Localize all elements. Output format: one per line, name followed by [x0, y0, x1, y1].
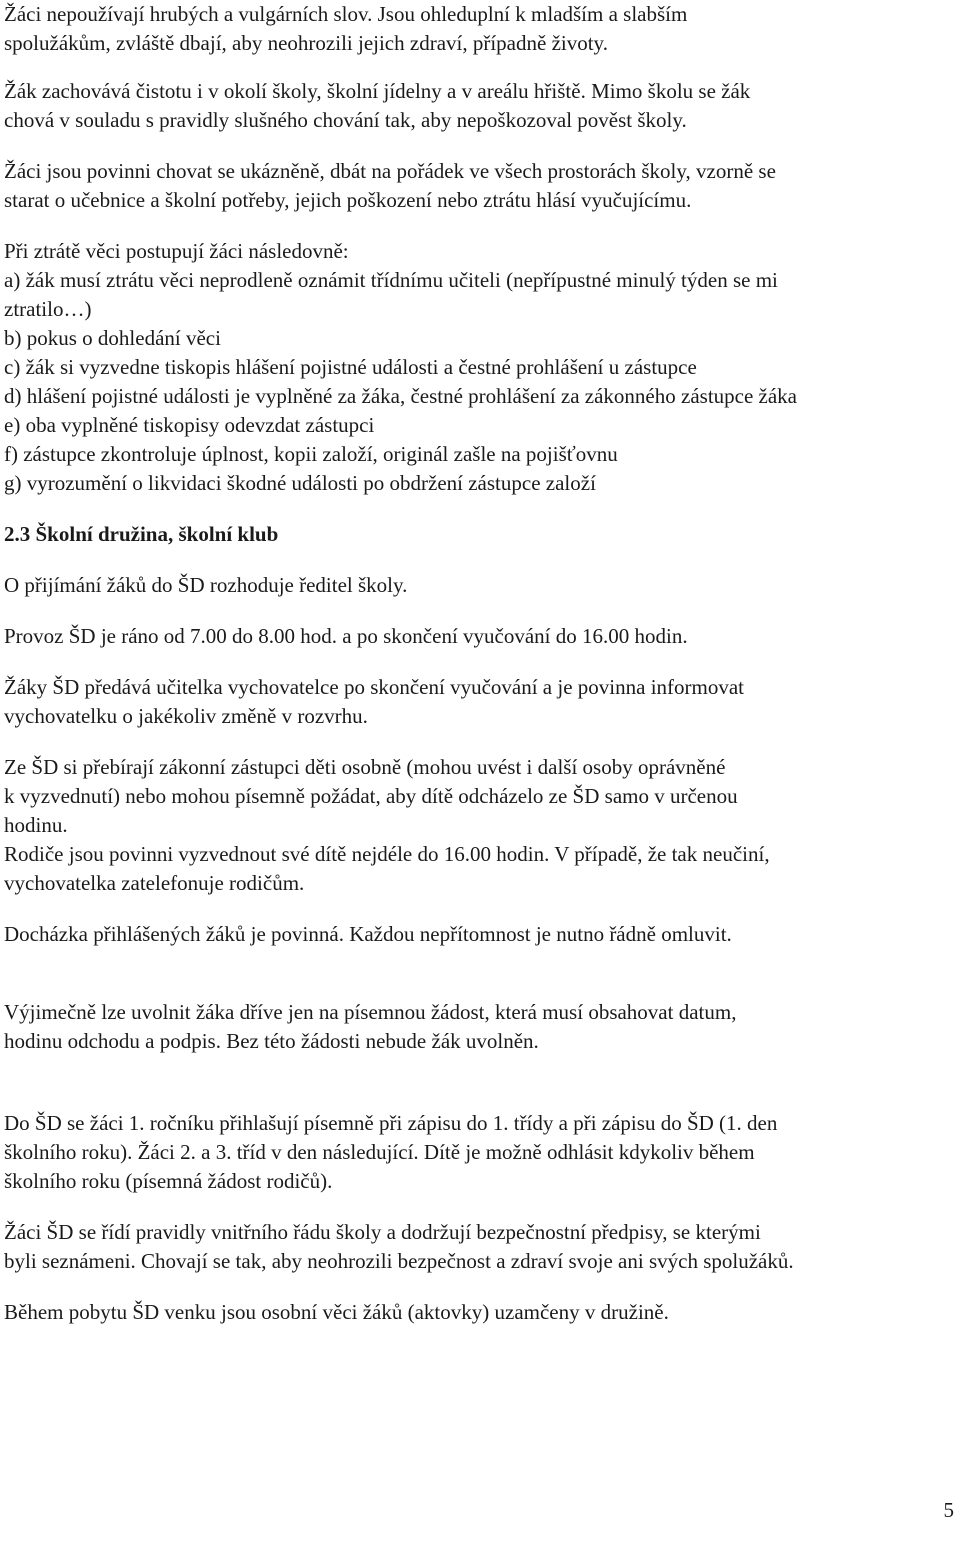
text-line: starat o učebnice a školní potřeby, jejich poškození nebo ztrátu hlásí vyučujícímu. — [4, 188, 692, 212]
paragraph-hours: Provoz ŠD je ráno od 7.00 do 8.00 hod. a po skončení vyučování do 16.00 hodin. — [4, 624, 688, 648]
page-number: 5 — [943, 1498, 954, 1522]
text-line: školního roku). Žáci 2. a 3. tříd v den následující. Dítě je možně odhlásit kdykoliv během — [4, 1140, 755, 1164]
text-line: hodinu. — [4, 813, 68, 837]
section-heading: 2.3 Školní družina, školní klub — [4, 522, 279, 546]
text-line: Žáci ŠD se řídí pravidly vnitřního řádu školy a dodržují bezpečnostní předpisy, se kterými — [4, 1220, 761, 1244]
paragraph-attendance: Docházka přihlášených žáků je povinná. Každou nepřítomnost je nutno řádně omluvit. — [4, 922, 732, 946]
text-line: Žáci nepoužívají hrubých a vulgárních slov. Jsou ohleduplní k mladším a slabším — [4, 2, 688, 26]
text-line: Žáci jsou povinni chovat se ukázněně, dbát na pořádek ve všech prostorách školy, vzorně se — [4, 159, 776, 183]
list-item: d) hlášení pojistné události je vyplněné za žáka, čestné prohlášení za zákonného zástupce žáka — [4, 384, 798, 408]
text-line: byli seznámeni. Chovají se tak, aby neohrozili bezpečnost a zdraví svoje ani svých spolužáků. — [4, 1249, 794, 1273]
paragraph-behavior — [4, 0, 958, 58]
list-item: f) zástupce zkontroluje úplnost, kopii založí, originál zašle na pojišťovnu — [4, 442, 618, 466]
paragraph-pickup — [4, 753, 958, 898]
text-line: vychovatelka zatelefonuje rodičům. — [4, 871, 305, 895]
paragraph-admission: O přijímání žáků do ŠD rozhoduje ředitel školy. — [4, 573, 408, 597]
list-item: e) oba vyplněné tiskopisy odevzdat zástupci — [4, 413, 375, 437]
text-line: spolužákům, zvláště dbají, aby neohrozili jejich zdraví, případně životy. — [4, 31, 608, 55]
paragraph-lost-items — [4, 237, 958, 498]
paragraph-rules — [4, 1218, 958, 1276]
text-line: Při ztrátě věci postupují žáci následovně: — [4, 239, 349, 263]
document-page — [4, 0, 958, 1327]
paragraph-early-release — [4, 998, 958, 1056]
text-line: Žáky ŠD předává učitelka vychovatelce po skončení vyučování a je povinna informovat — [4, 675, 745, 699]
text-line: hodinu odchodu a podpis. Bez této žádosti nebude žák uvolněn. — [4, 1029, 539, 1053]
text-line: Rodiče jsou povinni vyzvednout své dítě nejdéle do 16.00 hodin. V případě, že tak neučiní, — [4, 842, 770, 866]
list-item: a) žák musí ztrátu věci neprodleně oznámit třídnímu učiteli (nepřípustné minulý týden se mi — [4, 268, 778, 292]
paragraph-registration — [4, 1109, 958, 1196]
list-item: ztratilo…) — [4, 297, 92, 321]
text-line: Žák zachovává čistotu i v okolí školy, školní jídelny a v areálu hřiště. Mimo školu se žák — [4, 79, 751, 103]
text-line: k vyzvednutí) nebo mohou písemně požádat, aby dítě odcházelo ze ŠD samo v určenou — [4, 784, 738, 808]
text-line: chová v souladu s pravidly slušného chování tak, aby nepoškozoval pověst školy. — [4, 108, 687, 132]
text-line: Výjimečně lze uvolnit žáka dříve jen na písemnou žádost, která musí obsahovat datum, — [4, 1000, 737, 1024]
list-item: g) vyrozumění o likvidaci škodné události po obdržení zástupce založí — [4, 471, 596, 495]
paragraph-discipline — [4, 157, 958, 215]
paragraph-cleanliness — [4, 77, 958, 135]
paragraph-handover — [4, 673, 958, 731]
list-item: c) žák si vyzvedne tiskopis hlášení pojistné události a čestné prohlášení u zástupce — [4, 355, 697, 379]
text-line: školního roku (písemná žádost rodičů). — [4, 1169, 333, 1193]
paragraph-belongings: Během pobytu ŠD venku jsou osobní věci žáků (aktovky) uzamčeny v družině. — [4, 1300, 669, 1324]
text-line: vychovatelku o jakékoliv změně v rozvrhu. — [4, 704, 368, 728]
text-line: Ze ŠD si přebírají zákonní zástupci děti osobně (mohou uvést i další osoby oprávněné — [4, 755, 726, 779]
text-line: Do ŠD se žáci 1. ročníku přihlašují písemně při zápisu do 1. třídy a při zápisu do ŠD (1. den — [4, 1111, 778, 1135]
list-item: b) pokus o dohledání věci — [4, 326, 221, 350]
